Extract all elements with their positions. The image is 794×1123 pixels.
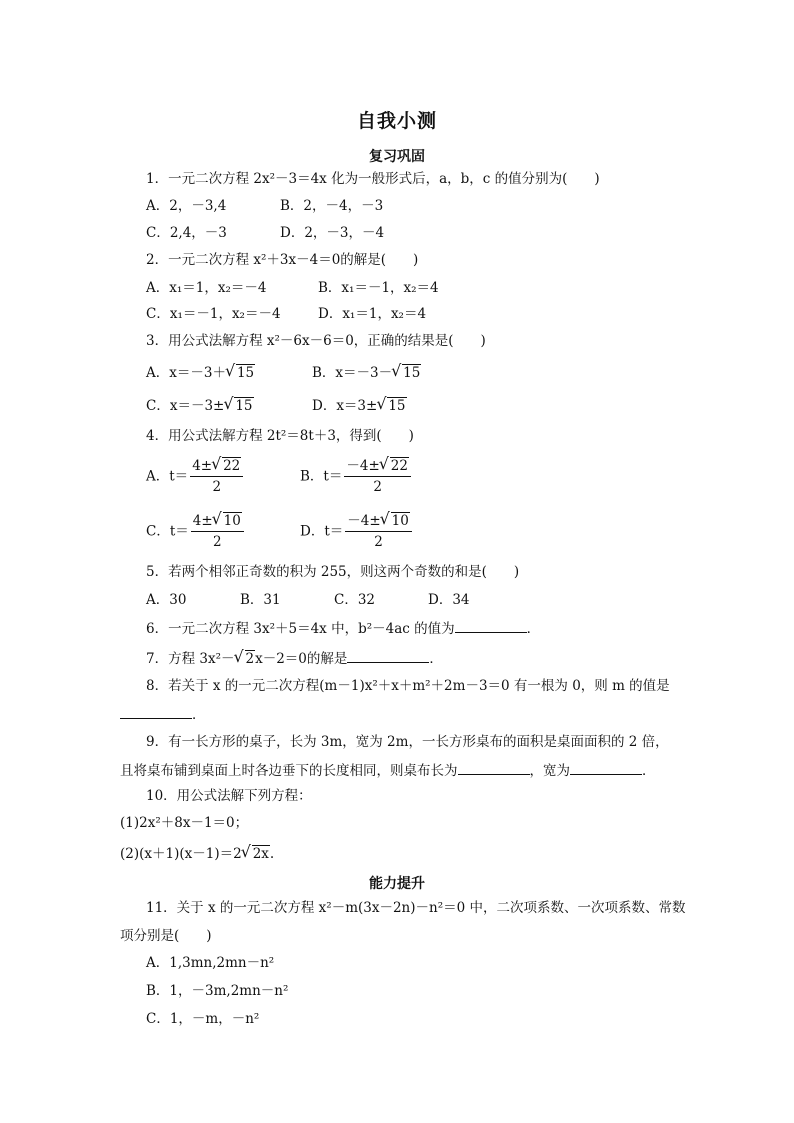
question-5-option-d: D．34	[428, 592, 470, 608]
question-6	[146, 618, 540, 638]
question-7-prefix: 7．方程 3x²－	[146, 651, 235, 667]
option-c-prefix: C．t＝	[146, 523, 189, 540]
option-c-prefix: C．x＝－3±	[146, 398, 225, 414]
question-7-end: ．	[429, 651, 443, 667]
question-9-text-b: ，宽为	[529, 763, 570, 779]
numerator: －4±	[346, 458, 380, 474]
denominator: 2	[373, 479, 382, 495]
question-9-end: ．	[642, 763, 656, 779]
question-8-line-1: 8．若关于 x 的一元二次方程(m－1)x²＋x＋m²＋2m－3＝0 有一根为 0，则 m 的值是	[146, 678, 670, 694]
radicand: 10	[223, 513, 241, 529]
question-8-line-2	[120, 704, 206, 724]
denominator: 2	[213, 534, 222, 550]
question-10-part-1: (1)2x²＋8x－1＝0；	[120, 815, 249, 831]
question-10-part-2-prefix: (2)(x＋1)(x－1)＝	[120, 846, 234, 862]
page-title: 自我小测	[356, 110, 437, 132]
sqrt-symbol	[242, 845, 270, 863]
answer-blank[interactable]	[120, 704, 192, 719]
numerator: －4±	[347, 513, 381, 529]
question-2-option-b: B．x₁＝－1，x₂＝4	[318, 280, 439, 296]
question-11-line-2: 项分别是( )	[120, 928, 212, 944]
question-1-option-d: D．2，－3，－4	[280, 225, 385, 241]
question-9-line-1: 9．有一长方形的桌子，长为 3m，宽为 2m，一长方形桌布的面积是桌面面积的 2 倍，	[146, 734, 669, 750]
denominator: 2	[212, 479, 222, 495]
question-2-option-a: A．x₁＝1，x₂＝－4	[146, 280, 267, 296]
fraction	[191, 512, 244, 551]
question-10-stem: 10．用公式法解下列方程：	[146, 788, 312, 804]
fraction	[190, 457, 243, 496]
answer-blank[interactable]	[455, 618, 527, 633]
answer-blank[interactable]	[347, 648, 429, 663]
radicand: 15	[235, 398, 253, 414]
question-2-stem: 2．一元二次方程 x²＋3x－4＝0的解是( )	[146, 252, 419, 268]
question-5-option-c: C．32	[334, 592, 376, 608]
sqrt-symbol	[235, 650, 256, 668]
option-b-prefix: B．t＝	[300, 468, 343, 485]
radicand: 15	[403, 365, 421, 381]
question-4-option-c	[146, 512, 244, 551]
question-3-option-c	[146, 397, 254, 415]
question-11-option-b: B．1，－3m,2mn－n²	[146, 983, 289, 999]
radicand: 2x	[252, 846, 269, 862]
sqrt-symbol	[226, 364, 255, 382]
question-4-option-a	[146, 457, 243, 496]
radicand: 22	[223, 458, 241, 474]
question-5-option-b: B．31	[240, 592, 281, 608]
question-5-option-a: A．30	[146, 592, 187, 608]
section-heading-improve: 能力提升	[369, 876, 425, 892]
option-b-prefix: B．x＝－3－	[312, 365, 393, 381]
radicand: 2	[245, 651, 255, 667]
fraction	[344, 457, 411, 496]
question-1-option-c: C．2,4，－3	[146, 225, 227, 241]
sqrt-symbol	[392, 364, 421, 382]
question-3-option-d	[312, 397, 407, 415]
question-2-option-c: C．x₁＝－1，x₂＝－4	[146, 306, 281, 322]
sqrt-symbol	[381, 512, 410, 530]
sqrt-symbol	[213, 512, 242, 530]
question-10-part-2	[120, 845, 274, 863]
question-4-stem: 4．用公式法解方程 2t²＝8t＋3，得到( )	[146, 428, 414, 444]
question-7-suffix: x－2＝0的解是	[255, 651, 348, 667]
question-11-option-c: C．1，－m，－n²	[146, 1011, 260, 1027]
option-d-prefix: D．t＝	[300, 523, 344, 540]
answer-blank-length[interactable]	[458, 760, 530, 775]
sqrt-symbol	[380, 457, 409, 475]
sqrt-symbol	[224, 397, 253, 415]
radicand: 10	[391, 513, 409, 529]
coefficient: 2	[233, 846, 242, 862]
question-3-stem: 3．用公式法解方程 x²－6x－6＝0，正确的结果是( )	[146, 333, 486, 349]
sqrt-symbol	[377, 397, 406, 415]
option-d-prefix: D．x＝3±	[312, 398, 378, 414]
question-3-option-a	[146, 364, 255, 382]
answer-blank-width[interactable]	[570, 760, 642, 775]
question-7	[146, 648, 443, 668]
sqrt-symbol	[212, 457, 241, 475]
question-1-option-a: A．2，－3,4	[146, 198, 227, 214]
section-heading-review: 复习巩固	[369, 149, 425, 165]
denominator: 2	[374, 534, 383, 550]
radicand: 22	[390, 458, 408, 474]
question-6-stem: 6．一元二次方程 3x²＋5＝4x 中，b²－4ac 的值为	[146, 621, 455, 637]
question-11-option-a: A．1,3mn,2mn－n²	[146, 955, 275, 971]
question-4-option-d	[300, 512, 412, 551]
numerator: 4±	[192, 513, 213, 529]
radicand: 15	[236, 365, 255, 381]
question-9-text-a: 且将桌布铺到桌面上时各边垂下的长度相同，则桌布长为	[120, 763, 458, 779]
radicand: 15	[388, 398, 406, 414]
option-a-prefix: A．t＝	[146, 468, 189, 485]
question-9-line-2	[120, 760, 656, 780]
fraction	[345, 512, 412, 551]
question-1-option-b: B．2，－4，－3	[280, 198, 384, 214]
question-8-end: ．	[192, 707, 206, 723]
question-3-option-b	[312, 364, 421, 382]
question-11-line-1: 11．关于 x 的一元二次方程 x²－m(3x－2n)－n²＝0 中，二次项系数、一次项系数、常数	[146, 900, 686, 916]
numerator: 4±	[192, 458, 213, 474]
question-4-option-b	[300, 457, 411, 496]
option-a-prefix: A．x＝－3＋	[146, 365, 226, 381]
question-10-part-2-end: .	[269, 846, 275, 862]
question-1-stem: 1．一元二次方程 2x²－3＝4x 化为一般形式后，a，b，c 的值分别为( )	[146, 171, 600, 187]
question-6-end: ．	[526, 621, 541, 637]
question-2-option-d: D．x₁＝1，x₂＝4	[318, 306, 427, 322]
question-5-stem: 5．若两个相邻正奇数的积为 255，则这两个奇数的和是( )	[146, 564, 520, 580]
